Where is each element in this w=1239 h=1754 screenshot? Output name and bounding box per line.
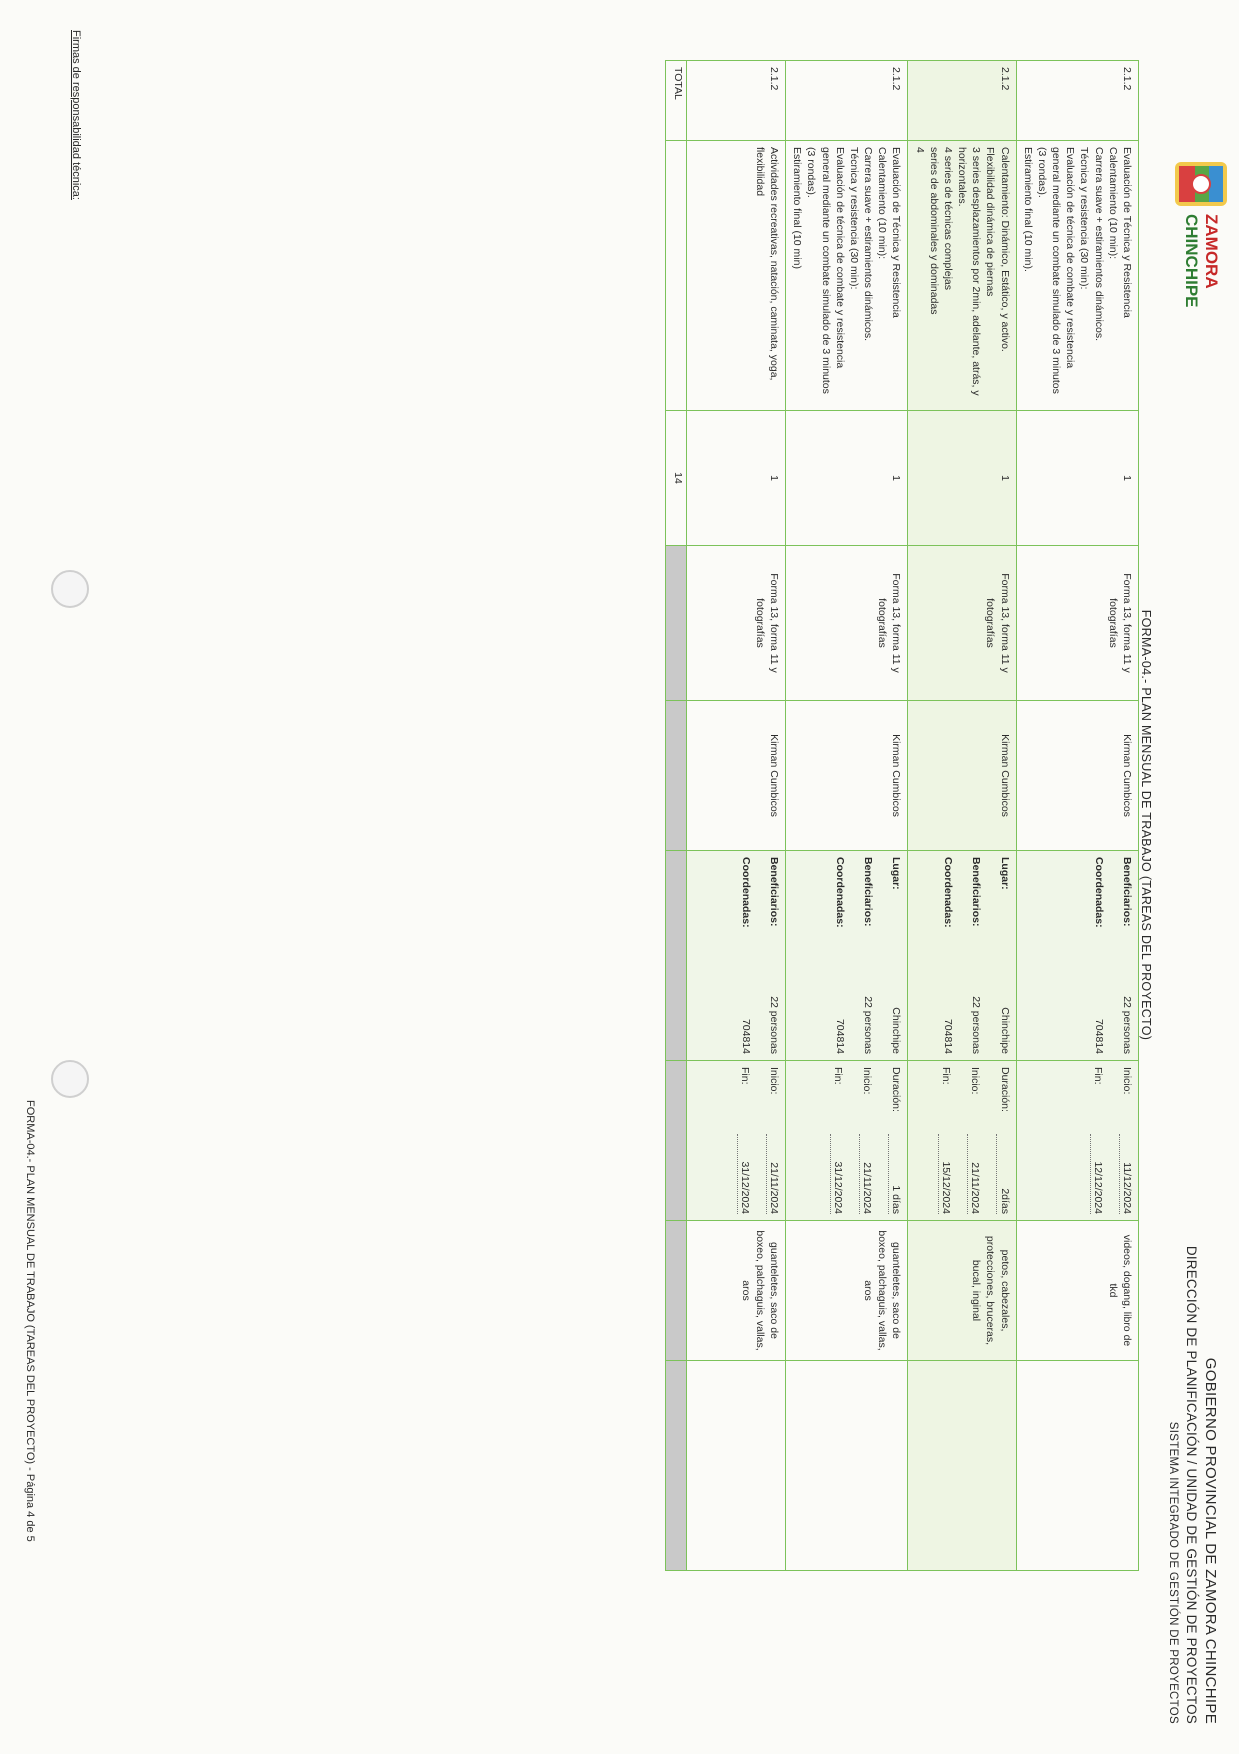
quantity: 1 xyxy=(687,411,786,546)
date-value: 21/11/2024 xyxy=(766,1134,781,1214)
date-field xyxy=(737,1067,752,1214)
coordinates-field xyxy=(1092,857,1106,1054)
activity-line: Evaluación de técnica de combate y resistencia general mediante un combate simulado de 3 minutos (3 rondas). xyxy=(1035,147,1077,394)
date-value: 1 días xyxy=(888,1134,903,1214)
quantity: 1 xyxy=(1016,411,1138,546)
empty-cell xyxy=(908,1361,1016,1571)
date-value: 21/11/2024 xyxy=(859,1134,874,1214)
location-field xyxy=(889,857,903,1054)
header-system: SISTEMA INTEGRADO DE GESTIÓN DE PROYECTOS xyxy=(1167,1421,1179,1724)
coordinates-label: Coordenadas: xyxy=(1092,857,1105,928)
beneficiaries-value: 22 personas xyxy=(862,996,875,1054)
dates xyxy=(1016,1061,1138,1221)
dates xyxy=(687,1061,786,1221)
empty-cell xyxy=(786,1361,908,1571)
date-field xyxy=(967,1067,982,1214)
header-dept: DIRECCIÓN DE PLANIFICACIÓN / UNIDAD DE GESTIÓN DE PROYECTOS xyxy=(1184,1245,1199,1724)
empty-cell xyxy=(687,1361,786,1571)
activity-line: Carrera suave + estiramientos dinámicos. xyxy=(1092,147,1105,342)
date-value: 15/12/2024 xyxy=(938,1134,953,1214)
coordinates-value: 704814 xyxy=(834,1018,847,1054)
activity-line: 3 series desplazamientos por 2min, adelante, atrás, y horizontales. xyxy=(956,147,983,396)
date-value: 2días xyxy=(996,1134,1011,1214)
quantity: 1 xyxy=(908,411,1016,546)
activity-line: Calentamiento (10 min): xyxy=(1106,147,1119,260)
logo xyxy=(1171,160,1231,308)
activity-code: 2.1.2 xyxy=(687,61,786,141)
table-row xyxy=(908,61,1016,1571)
activity-description xyxy=(908,141,1016,411)
beneficiaries-label: Beneficiarios: xyxy=(970,857,983,927)
quantity: 1 xyxy=(786,411,908,546)
form-title: FORMA-04.- PLAN MENSUAL DE TRABAJO (TAREAS DEL PROYECTO) xyxy=(1139,609,1153,1041)
date-field xyxy=(859,1067,874,1214)
logo-text-top: ZAMORA xyxy=(1202,214,1221,289)
location-label: Lugar: xyxy=(890,857,903,890)
table-row xyxy=(1016,61,1138,1571)
date-label: Inicio: xyxy=(1121,1067,1133,1095)
location-label: Lugar: xyxy=(998,857,1011,890)
date-value: 11/12/2024 xyxy=(1119,1134,1134,1214)
date-field xyxy=(766,1067,781,1214)
date-field xyxy=(996,1067,1011,1214)
location-info xyxy=(1016,851,1138,1061)
responsible: Kirman Cumbicos xyxy=(1016,701,1138,851)
activity-description xyxy=(687,141,786,411)
beneficiaries-label: Beneficiarios: xyxy=(768,857,781,927)
activity-line: Evaluación de Técnica y Resistencia xyxy=(890,147,903,318)
dates xyxy=(786,1061,908,1221)
activity-line: Flexibilidad dinámica de piernas xyxy=(984,147,997,297)
beneficiaries-value: 22 personas xyxy=(1121,996,1133,1054)
activity-line: series de abdominales y dominadas xyxy=(927,147,940,315)
location-value: Chinchipe xyxy=(998,1007,1011,1054)
date-value: 21/11/2024 xyxy=(967,1134,982,1214)
responsible: Kirman Cumbicos xyxy=(786,701,908,851)
activity-line: Técnica y resistencia (30 min): xyxy=(847,147,860,290)
verification-means: Forma 13, forma 11 y fotografías xyxy=(1016,546,1138,701)
activity-line: Carrera suave + estiramientos dinámicos. xyxy=(862,147,875,342)
beneficiaries-value: 22 personas xyxy=(970,996,983,1054)
coordinates-value: 704814 xyxy=(739,1018,752,1054)
coordinates-field xyxy=(941,857,955,1054)
activity-line: Calentamiento: Dinámico, Estático, y activo. xyxy=(998,147,1011,352)
activity-line: Evaluación de técnica de combate y resistencia general mediante un combate simulado de 3 minutos (3 rondas). xyxy=(805,147,846,394)
coordinates-field xyxy=(739,857,753,1054)
date-label: Inicio: xyxy=(969,1067,982,1095)
date-field xyxy=(888,1067,903,1214)
materials: guanteletes, saco de boxeo, palchaguis, vallas, aros xyxy=(687,1221,786,1361)
beneficiaries-field xyxy=(969,857,983,1054)
header-org: GOBIERNO PROVINCIAL DE ZAMORA CHINCHIPE xyxy=(1202,1357,1219,1724)
work-plan-table xyxy=(665,60,1139,1571)
activity-line: Técnica y resistencia (30 min): xyxy=(1078,147,1091,290)
activity-line: Estiramiento final (10 min). xyxy=(1021,147,1034,272)
responsible: Kirman Cumbicos xyxy=(908,701,1016,851)
date-field xyxy=(1119,1067,1134,1214)
location-info xyxy=(786,851,908,1061)
activity-line: Calentamiento (10 min): xyxy=(876,147,889,260)
date-field xyxy=(1090,1067,1105,1214)
date-field xyxy=(830,1067,845,1214)
beneficiaries-field xyxy=(767,857,781,1054)
table-row xyxy=(786,61,908,1571)
table-row xyxy=(687,61,786,1571)
beneficiaries-value: 22 personas xyxy=(768,996,781,1054)
date-label: Fin: xyxy=(738,1067,751,1085)
location-info xyxy=(687,851,786,1061)
activity-line: 4 xyxy=(913,147,926,153)
verification-means: Forma 13, forma 11 y fotografías xyxy=(786,546,908,701)
date-value: 31/12/2024 xyxy=(737,1134,752,1214)
total-label: TOTAL xyxy=(666,61,687,141)
date-label: Inicio: xyxy=(861,1067,874,1095)
beneficiaries-label: Beneficiarios: xyxy=(1121,857,1133,927)
materials: videos, dogang, libro de tkd xyxy=(1016,1221,1138,1361)
activity-line: Estiramiento final (10 min) xyxy=(791,147,804,269)
activity-line: Actividades recreativas, natación, caminata, yoga, flexibilidad xyxy=(753,147,781,381)
coordinates-label: Coordenadas: xyxy=(739,857,752,928)
materials: guanteletes, saco de boxeo, palchaguis, vallas, aros xyxy=(786,1221,908,1361)
date-label: Duración: xyxy=(998,1067,1011,1112)
beneficiaries-label: Beneficiarios: xyxy=(862,857,875,927)
coordinates-field xyxy=(833,857,847,1054)
beneficiaries-field xyxy=(861,857,875,1054)
date-label: Fin: xyxy=(832,1067,845,1085)
coordinates-value: 704814 xyxy=(1092,1018,1105,1054)
coordinates-label: Coordenadas: xyxy=(834,857,847,928)
date-field xyxy=(938,1067,953,1214)
activity-line: Evaluación de Técnica y Resistencia xyxy=(1121,147,1133,318)
activity-code: 2.1.2 xyxy=(1016,61,1138,141)
location-value: Chinchipe xyxy=(890,1007,903,1054)
location-info xyxy=(908,851,1016,1061)
signature-label: Firmas de responsabilidad técnica: xyxy=(70,30,82,200)
coordinates-value: 704814 xyxy=(942,1018,955,1054)
responsible: Kirman Cumbicos xyxy=(687,701,786,851)
date-label: Inicio: xyxy=(768,1067,781,1095)
total-value: 14 xyxy=(666,411,687,546)
activity-line: 4 series de técnicas complejas xyxy=(941,147,954,290)
coordinates-label: Coordenadas: xyxy=(942,857,955,928)
empty-cell xyxy=(1016,1361,1138,1571)
location-field xyxy=(997,857,1011,1054)
verification-means: Forma 13, forma 11 y fotografías xyxy=(687,546,786,701)
date-value: 12/12/2024 xyxy=(1090,1134,1105,1214)
punch-hole xyxy=(51,1060,89,1098)
punch-hole xyxy=(51,570,89,608)
dates xyxy=(908,1061,1016,1221)
date-label: Fin: xyxy=(940,1067,953,1085)
page-footer: FORMA-04.- PLAN MENSUAL DE TRABAJO (TAREAS DEL PROYECTO) - Página 4 de 5 xyxy=(24,1100,36,1542)
date-label: Duración: xyxy=(890,1067,903,1112)
activity-code: 2.1.2 xyxy=(786,61,908,141)
activity-description xyxy=(1016,141,1138,411)
logo-text-bottom: CHINCHIPE xyxy=(1182,214,1201,308)
activity-description xyxy=(786,141,908,411)
beneficiaries-field xyxy=(1120,857,1134,1054)
date-label: Fin: xyxy=(1091,1067,1104,1085)
verification-means: Forma 13, forma 11 y fotografías xyxy=(908,546,1016,701)
materials: petos, cabezales, protecciones, bruceras, bucal, inginal xyxy=(908,1221,1016,1361)
activity-code: 2.1.2 xyxy=(908,61,1016,141)
date-value: 31/12/2024 xyxy=(830,1134,845,1214)
total-row xyxy=(666,61,687,1571)
